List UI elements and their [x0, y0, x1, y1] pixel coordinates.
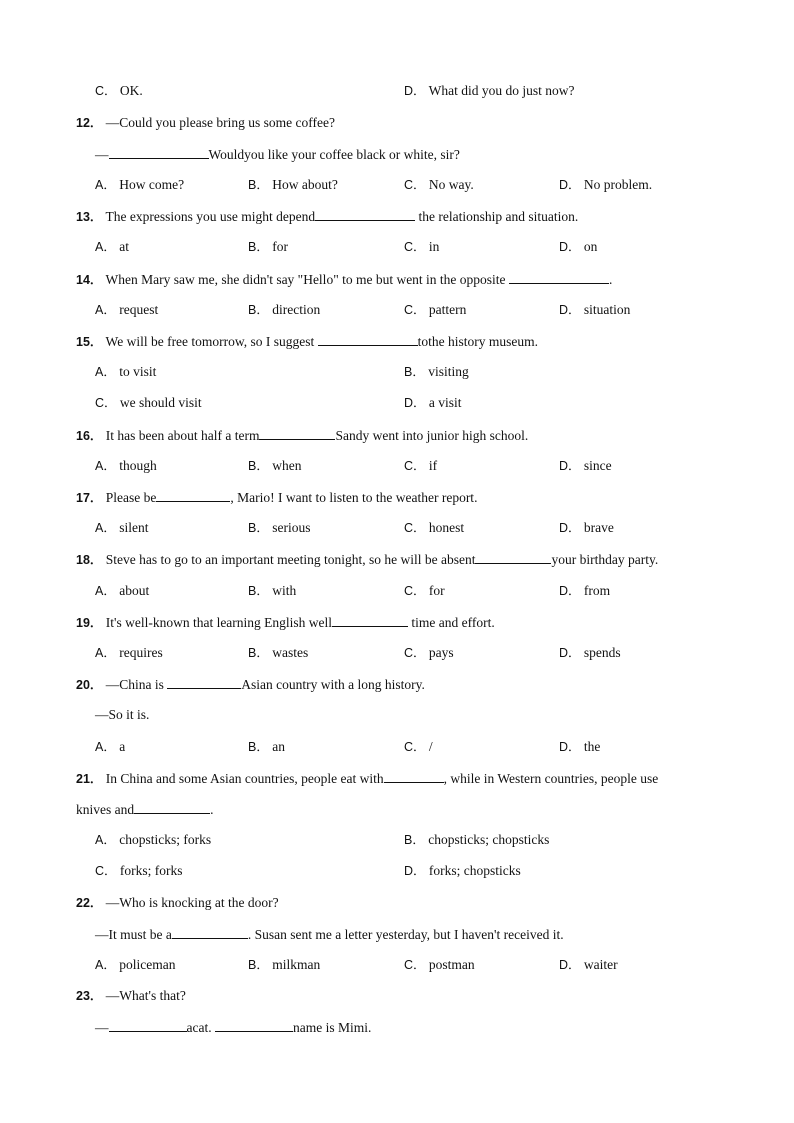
option-text: direction [272, 302, 321, 317]
option-text: / [428, 739, 433, 754]
q11-option-d[interactable] [404, 82, 575, 100]
q20-option-c[interactable] [404, 738, 433, 756]
answer-blank[interactable] [134, 800, 210, 814]
q15-option-c[interactable] [95, 394, 202, 412]
stem-text: When Mary saw me, she didn't say "Hello" to me but went in the opposite [105, 272, 509, 287]
q13-option-d[interactable] [559, 238, 597, 256]
option-text: forks; forks [119, 863, 183, 878]
option-letter: C． [95, 396, 117, 410]
option-letter: A． [95, 584, 116, 598]
option-letter: B． [248, 584, 269, 598]
answer-blank[interactable] [109, 145, 209, 159]
option-letter: B． [248, 303, 269, 317]
q20-option-d[interactable] [559, 738, 600, 756]
option-letter: A． [95, 521, 116, 535]
option-text: How about? [272, 177, 338, 192]
q20-stem-line2 [95, 706, 149, 724]
option-letter: A． [95, 365, 116, 379]
q16-stem [76, 426, 528, 445]
answer-blank[interactable] [475, 550, 551, 564]
stem-text: We will be free tomorrow, so I suggest [105, 334, 318, 349]
q21-option-a[interactable] [95, 831, 211, 849]
question-number: 16． [76, 429, 103, 443]
question-number: 21． [76, 772, 103, 786]
question-number: 19． [76, 616, 103, 630]
option-letter: D． [404, 396, 426, 410]
q21-stem-line2 [76, 800, 214, 819]
q22-stem-line2 [95, 925, 564, 944]
q14-option-d[interactable] [559, 301, 630, 319]
option-letter: D． [559, 584, 581, 598]
option-letter: B． [248, 958, 269, 972]
stem-text: . Susan sent me a letter yesterday, but I haven't received it. [247, 927, 564, 942]
stem-text: Asian country with a long history. [241, 677, 425, 692]
option-letter: B． [404, 365, 425, 379]
question-number: 22． [76, 896, 103, 910]
option-text: for [272, 239, 288, 254]
option-text: since [583, 458, 612, 473]
option-letter: D． [404, 864, 426, 878]
stem-text: , while in Western countries, people use [443, 771, 659, 786]
q11-option-c[interactable] [95, 82, 143, 100]
q22-option-c[interactable] [404, 956, 475, 974]
q20-option-b[interactable] [248, 738, 285, 756]
q12-option-d[interactable] [559, 176, 652, 194]
stem-text: — [95, 1020, 109, 1035]
option-letter: D． [559, 521, 581, 535]
stem-text: The expressions you use might depend [105, 209, 316, 224]
q16-option-a[interactable] [95, 457, 157, 475]
option-letter: C． [404, 303, 426, 317]
option-text: silent [119, 520, 149, 535]
stem-text: Please be [105, 490, 157, 505]
option-text: at [119, 239, 129, 254]
stem-text: time and effort. [411, 615, 495, 630]
option-text: serious [272, 520, 311, 535]
question-number: 14． [76, 273, 103, 287]
option-text: we should visit [119, 395, 202, 410]
option-text: OK. [119, 83, 143, 98]
q12-option-b[interactable] [248, 176, 338, 194]
option-text: policeman [119, 957, 176, 972]
option-text: for [428, 583, 445, 598]
q12-option-c[interactable] [404, 176, 474, 194]
option-letter: B． [248, 521, 269, 535]
option-letter: C． [95, 84, 117, 98]
q18-option-c[interactable] [404, 582, 445, 600]
q18-option-d[interactable] [559, 582, 610, 600]
option-letter: C． [404, 646, 426, 660]
option-text: pattern [428, 302, 467, 317]
answer-blank[interactable] [332, 613, 408, 627]
answer-blank[interactable] [172, 925, 248, 939]
question-number: 23． [76, 989, 103, 1003]
answer-blank[interactable] [156, 488, 230, 502]
q13-stem [76, 207, 578, 226]
answer-blank[interactable] [318, 332, 418, 346]
answer-blank[interactable] [384, 769, 444, 783]
option-letter: B． [248, 459, 269, 473]
stem-text: Sandy went into junior high school. [335, 428, 529, 443]
option-text: waiter [583, 957, 618, 972]
option-text: forks; chopsticks [428, 863, 521, 878]
option-letter: D． [559, 958, 581, 972]
stem-text: name is Mimi. [292, 1020, 372, 1035]
option-letter: A． [95, 646, 116, 660]
option-letter: A． [95, 958, 116, 972]
option-text: wastes [272, 645, 309, 660]
stem-text: —China is [105, 677, 168, 692]
option-letter: D． [559, 303, 581, 317]
option-letter: C． [404, 521, 426, 535]
stem-text: . [608, 272, 613, 287]
option-text: How come? [119, 177, 185, 192]
q17-option-d[interactable] [559, 519, 614, 537]
option-letter: D． [559, 459, 581, 473]
option-text: a visit [428, 395, 462, 410]
q16-option-d[interactable] [559, 457, 612, 475]
option-text: requires [119, 645, 163, 660]
q13-option-a[interactable] [95, 238, 129, 256]
option-letter: D． [559, 646, 581, 660]
stem-text: In China and some Asian countries, people eat with [105, 771, 384, 786]
option-text: No way. [428, 177, 474, 192]
q18-stem [76, 550, 658, 569]
option-text: a [119, 739, 126, 754]
option-text: in [428, 239, 440, 254]
q16-option-b[interactable] [248, 457, 301, 475]
q17-stem [76, 488, 477, 507]
option-text: if [428, 458, 438, 473]
q22-option-b[interactable] [248, 956, 320, 974]
question-number: 20． [76, 678, 103, 692]
q14-option-c[interactable] [404, 301, 466, 319]
stem-text: the relationship and situation. [418, 209, 579, 224]
answer-blank[interactable] [215, 1018, 293, 1032]
option-text: brave [583, 520, 614, 535]
option-letter: D． [559, 178, 581, 192]
option-letter: D． [404, 84, 426, 98]
q22-option-a[interactable] [95, 956, 175, 974]
answer-blank[interactable] [259, 426, 335, 440]
q17-option-a[interactable] [95, 519, 148, 537]
stem-text: tothe history museum. [417, 334, 539, 349]
option-letter: D． [559, 740, 581, 754]
stem-text: acat. [186, 1020, 215, 1035]
q14-option-b[interactable] [248, 301, 320, 319]
option-text: chopsticks; chopsticks [428, 832, 550, 847]
option-letter: A． [95, 240, 116, 254]
option-letter: B． [248, 240, 269, 254]
option-text: with [272, 583, 297, 598]
stem-text: It has been about half a term [105, 428, 260, 443]
q21-option-d[interactable] [404, 862, 521, 880]
option-text: situation [583, 302, 631, 317]
q19-stem [76, 613, 495, 632]
option-letter: A． [95, 833, 116, 847]
q16-option-c[interactable] [404, 457, 437, 475]
q19-option-c[interactable] [404, 644, 454, 662]
q20-stem [76, 675, 425, 694]
q18-option-a[interactable] [95, 582, 149, 600]
q12-option-a[interactable] [95, 176, 184, 194]
option-text: chopsticks; forks [119, 832, 212, 847]
option-text: when [272, 458, 302, 473]
question-number: 13． [76, 210, 103, 224]
answer-blank[interactable] [315, 207, 415, 221]
option-text: from [583, 583, 611, 598]
option-letter: C． [404, 178, 426, 192]
option-letter: C． [404, 958, 426, 972]
option-letter: C． [95, 864, 117, 878]
q17-option-c[interactable] [404, 519, 464, 537]
q19-option-d[interactable] [559, 644, 621, 662]
option-letter: D． [559, 240, 581, 254]
option-text: milkman [272, 957, 321, 972]
option-letter: A． [95, 303, 116, 317]
stem-text: Steve has to go to an important meeting tonight, so he will be absent [105, 552, 476, 567]
option-text: about [119, 583, 150, 598]
stem-text: , Mario! I want to listen to the weather report. [230, 490, 478, 505]
option-text: an [272, 739, 285, 754]
q21-stem [76, 769, 658, 788]
option-letter: B． [404, 833, 425, 847]
option-text: though [119, 458, 157, 473]
question-number: 15． [76, 335, 103, 349]
q19-option-a[interactable] [95, 644, 163, 662]
option-text: pays [428, 645, 454, 660]
answer-blank[interactable] [109, 1018, 187, 1032]
option-text: visiting [428, 364, 469, 379]
question-number: 17． [76, 491, 103, 505]
q15-stem [76, 332, 538, 351]
q14-stem [76, 270, 612, 289]
q23-stem [76, 987, 186, 1005]
option-letter: A． [95, 459, 116, 473]
stem-text: — [95, 147, 109, 162]
option-letter: C． [404, 740, 426, 754]
stem-text: —So it is. [95, 707, 150, 722]
option-letter: A． [95, 740, 116, 754]
q19-option-b[interactable] [248, 644, 308, 662]
option-letter: C． [404, 584, 426, 598]
stem-text: your birthday party. [551, 552, 659, 567]
answer-blank[interactable] [509, 270, 609, 284]
option-text: honest [428, 520, 465, 535]
q21-option-c[interactable] [95, 862, 183, 880]
q14-option-a[interactable] [95, 301, 158, 319]
option-text: No problem. [583, 177, 653, 192]
option-letter: B． [248, 646, 269, 660]
option-letter: C． [404, 459, 426, 473]
stem-text: . [210, 802, 214, 817]
answer-blank[interactable] [167, 675, 241, 689]
option-text: request [119, 302, 159, 317]
option-letter: A． [95, 178, 116, 192]
option-text: to visit [119, 364, 157, 379]
q21-option-b[interactable] [404, 831, 549, 849]
q23-stem-line2 [95, 1018, 371, 1037]
stem-text: —It must be a [95, 927, 172, 942]
q12-stem [76, 114, 335, 132]
option-text: spends [583, 645, 621, 660]
stem-text: knives and [76, 802, 135, 817]
option-letter: B． [248, 740, 269, 754]
q22-stem [76, 894, 279, 912]
q15-option-b[interactable] [404, 363, 469, 381]
stem-text: It's well-known that learning English well [105, 615, 333, 630]
q12-stem-line2 [95, 145, 460, 164]
q13-option-b[interactable] [248, 238, 288, 256]
question-number: 18． [76, 553, 103, 567]
q17-option-b[interactable] [248, 519, 310, 537]
stem-text: —Could you please bring us some coffee? [105, 115, 335, 130]
q20-option-a[interactable] [95, 738, 125, 756]
stem-text: Wouldyou like your coffee black or white, sir? [208, 147, 460, 162]
q15-option-a[interactable] [95, 363, 156, 381]
option-text: on [583, 239, 598, 254]
option-text: What did you do just now? [428, 83, 575, 98]
option-letter: B． [248, 178, 269, 192]
question-number: 12． [76, 116, 103, 130]
option-letter: C． [404, 240, 426, 254]
option-text: the [583, 739, 601, 754]
q18-option-b[interactable] [248, 582, 296, 600]
q22-option-d[interactable] [559, 956, 618, 974]
option-text: postman [428, 957, 475, 972]
stem-text: —What's that? [105, 988, 186, 1003]
q15-option-d[interactable] [404, 394, 462, 412]
q13-option-c[interactable] [404, 238, 439, 256]
stem-text: —Who is knocking at the door? [105, 895, 279, 910]
